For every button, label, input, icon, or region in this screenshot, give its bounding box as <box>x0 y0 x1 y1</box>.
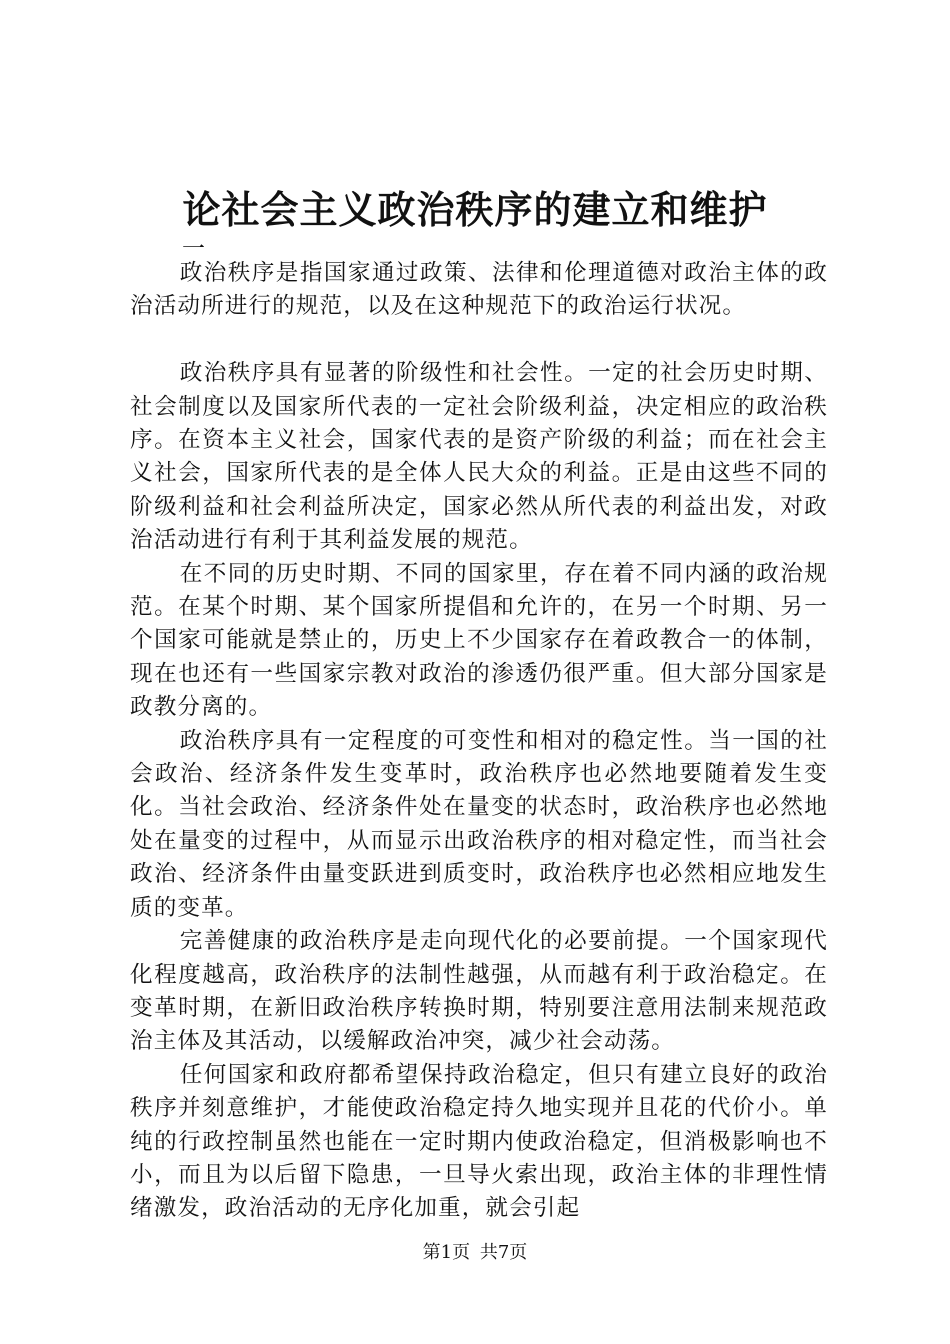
paragraph-stability: 任何国家和政府都希望保持政治稳定，但只有建立良好的政治秩序并刻意维护，才能使政治稳定持久地实现并且花的代价小。单纯的行政控制虽然也能在一定时期内使政治稳定，但消极影响也不小，而且为以后留下隐患，一旦导火索出现，政治主体的非理性情绪激发，政治活动的无序化加重，就会引起 <box>130 1061 828 1222</box>
paragraph-class-nature: 政治秩序具有显著的阶级性和社会性。一定的社会历史时期、社会制度以及国家所代表的一定社会阶级利益，决定相应的政治秩序。在资本主义社会，国家代表的是资产阶级的利益；而在社会主义社会，国家所代表的是全体人民大众的利益。正是由这些不同的阶级利益和社会利益所决定，国家必然从所代表的利益出发，对政治活动进行有利于其利益发展的规范。 <box>130 360 828 554</box>
document-body <box>130 257 828 1226</box>
page-number: 第1页 <box>422 1242 471 1263</box>
paragraph-definition: 政治秩序是指国家通过政策、法律和伦理道德对政治主体的政治活动所进行的规范，以及在这种规范下的政治运行状况。 <box>130 260 828 320</box>
paragraph-modernization: 完善健康的政治秩序是走向现代化的必要前提。一个国家现代化程度越高，政治秩序的法制性越强，从而越有利于政治稳定。在变革时期，在新旧政治秩序转换时期，特别要注意用法制来规范政治主体及其活动，以缓解政治冲突，减少社会动荡。 <box>130 928 828 1055</box>
page-total: 共7页 <box>479 1242 528 1263</box>
document-title: 论社会主义政治秩序的建立和维护 <box>182 187 768 232</box>
paragraph-historical-norms: 在不同的历史时期、不同的国家里，存在着不同内涵的政治规范。在某个时期、某个国家所提倡和允许的，在另一个时期、另一个国家可能就是禁止的，历史上不少国家存在着政教合一的体制，现在也还有一些国家宗教对政治的渗透仍很严重。但大部分国家是政教分离的。 <box>130 560 828 721</box>
section-number: 一 <box>182 236 205 262</box>
paragraph-variability: 政治秩序具有一定程度的可变性和相对的稳定性。当一国的社会政治、经济条件发生变革时，政治秩序也必然地要随着发生变化。当社会政治、经济条件处在量变的状态时，政治秩序也必然地处在量变的过程中，从而显示出政治秩序的相对稳定性，而当社会政治、经济条件由量变跃进到质变时，政治秩序也必然相应地发生质的变革。 <box>130 727 828 921</box>
page-footer <box>0 1241 950 1265</box>
